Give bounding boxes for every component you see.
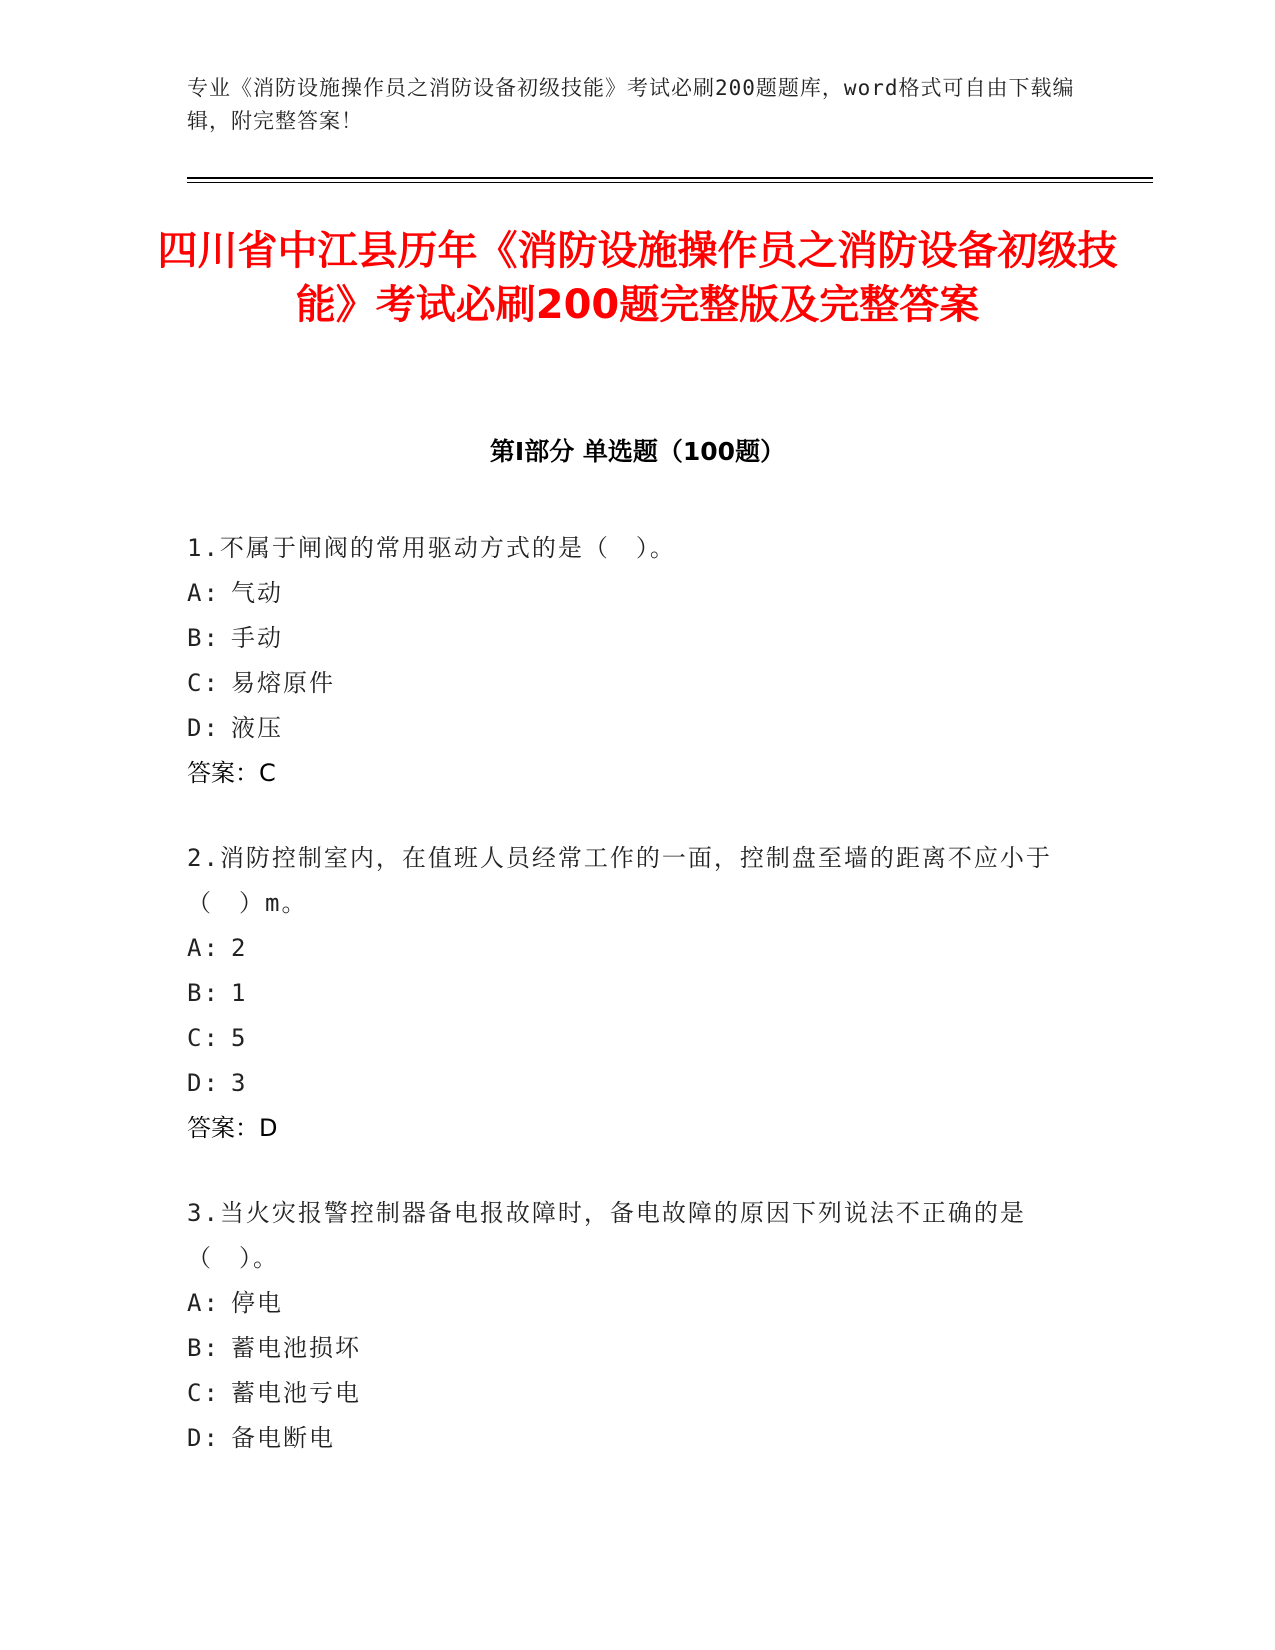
option-key: B:	[187, 979, 220, 1007]
option-text: 易熔原件	[231, 669, 335, 697]
option-text: 3	[231, 1069, 248, 1097]
question-2	[187, 836, 1067, 1151]
option-d	[187, 706, 1067, 751]
option-b	[187, 616, 1067, 661]
section-title: 第I部分 单选题（100题）	[489, 437, 786, 466]
document-title: 四川省中江县历年《消防设施操作员之消防设备初级技能》考试必刷200题完整版及完整答案	[157, 228, 1118, 328]
question-text: 3.当火灾报警控制器备电报故障时，备电故障的原因下列说法不正确的是（ ）。	[187, 1199, 1026, 1272]
option-d	[187, 1061, 1067, 1106]
answer-line: 答案：D	[187, 1114, 278, 1142]
option-text: 备电断电	[231, 1424, 335, 1452]
option-key: A:	[187, 934, 220, 962]
option-text: 手动	[231, 624, 283, 652]
header-rule-thin	[187, 182, 1153, 183]
option-a	[187, 926, 1067, 971]
option-a	[187, 1281, 1067, 1326]
option-key: C:	[187, 669, 220, 697]
question-list	[187, 526, 1067, 1501]
option-b	[187, 971, 1067, 1016]
option-key: C:	[187, 1024, 220, 1052]
option-key: D:	[187, 714, 220, 742]
question-3	[187, 1191, 1067, 1461]
option-text: 气动	[231, 579, 283, 607]
option-key: B:	[187, 624, 220, 652]
option-c	[187, 1016, 1067, 1061]
question-1	[187, 526, 1067, 796]
option-c	[187, 661, 1067, 706]
option-d	[187, 1416, 1067, 1461]
option-key: B:	[187, 1334, 220, 1362]
header-rule-thick	[187, 177, 1153, 179]
option-text: 液压	[231, 714, 283, 742]
question-text: 2.消防控制室内，在值班人员经常工作的一面，控制盘至墙的距离不应小于（ ）m。	[187, 844, 1052, 917]
option-key: A:	[187, 579, 220, 607]
option-key: D:	[187, 1069, 220, 1097]
option-text: 1	[231, 979, 248, 1007]
answer-line: 答案：C	[187, 759, 276, 787]
option-a	[187, 571, 1067, 616]
option-b	[187, 1326, 1067, 1371]
option-text: 蓄电池亏电	[231, 1379, 361, 1407]
option-text: 5	[231, 1024, 248, 1052]
option-key: D:	[187, 1424, 220, 1452]
option-key: A:	[187, 1289, 220, 1317]
option-c	[187, 1371, 1067, 1416]
header-note: 专业《消防设施操作员之消防设备初级技能》考试必刷200题题库，word格式可自由下载编辑，附完整答案！	[187, 76, 1075, 133]
option-text: 2	[231, 934, 248, 962]
option-text: 停电	[231, 1289, 283, 1317]
question-text: 1.不属于闸阀的常用驱动方式的是（ ）。	[187, 534, 676, 562]
option-text: 蓄电池损坏	[231, 1334, 361, 1362]
option-key: C:	[187, 1379, 220, 1407]
